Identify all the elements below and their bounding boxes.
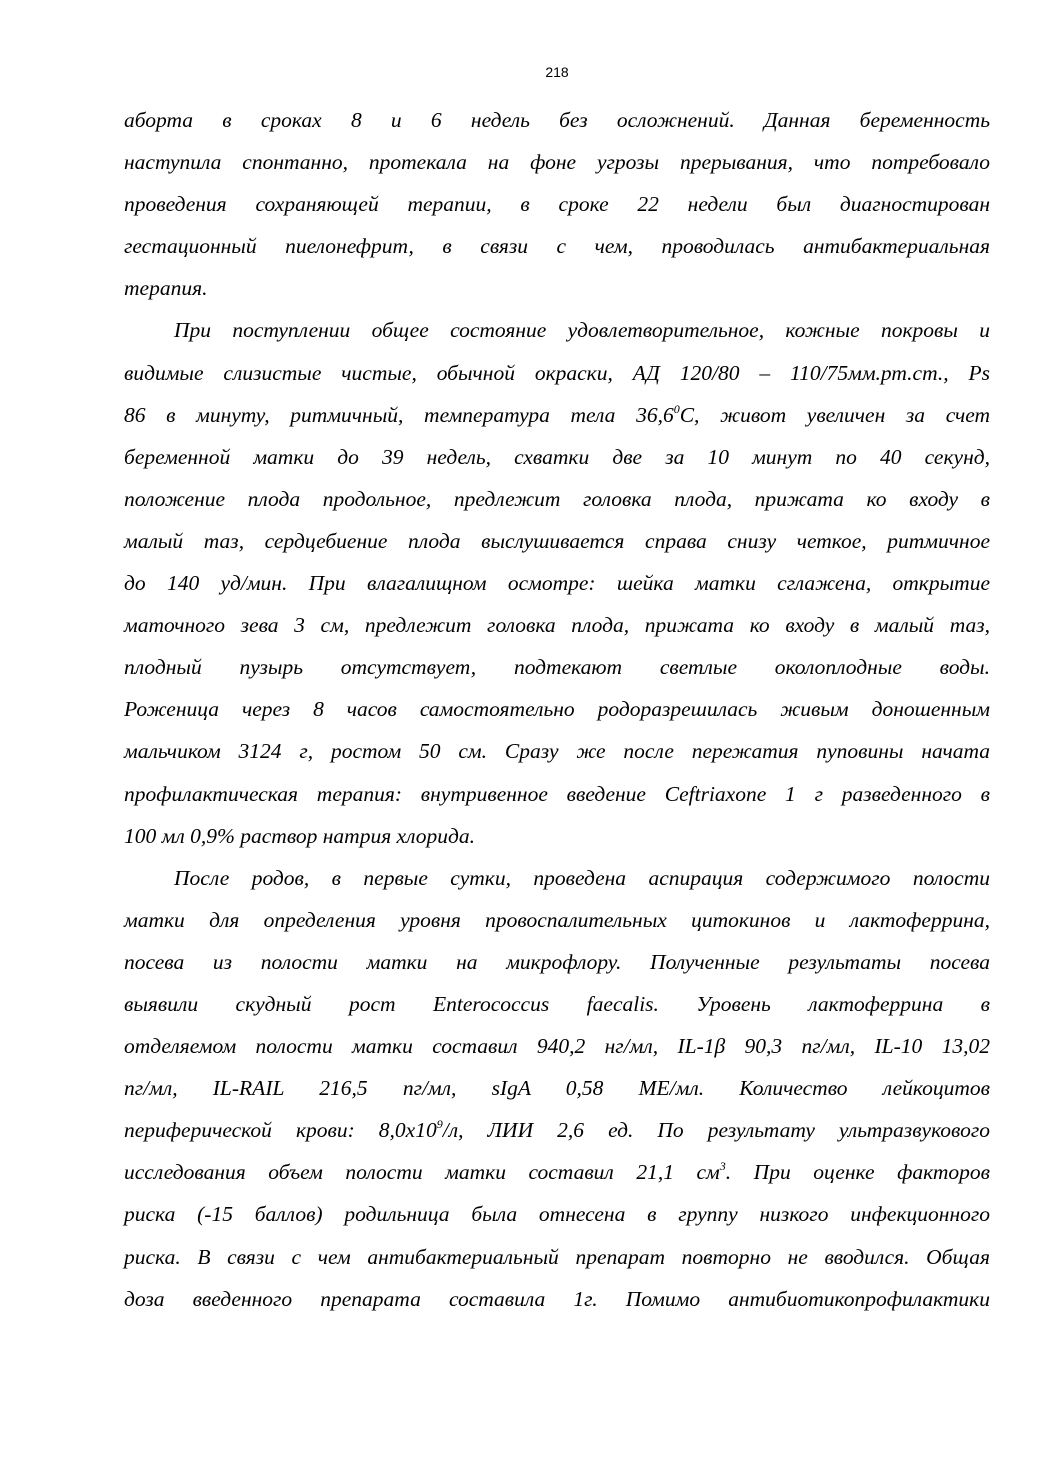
text-line <box>124 309 990 351</box>
paragraph <box>124 309 990 856</box>
superscript: 3 <box>719 1159 726 1174</box>
text-line <box>124 899 990 941</box>
text-line <box>124 562 990 604</box>
text-run: малый таз, сердцебиение плода выслушивается справа снизу четкое, ритмичное <box>124 528 990 553</box>
text-line <box>124 394 990 436</box>
text-line <box>124 436 990 478</box>
text-run: выявили скудный рост Enterococcus faecalis. Уровень лактоферрина в <box>124 991 990 1016</box>
text-run: гестационный пиелонефрит, в связи с чем, проводилась антибактериальная <box>124 234 990 259</box>
text-line <box>124 646 990 688</box>
text-run: . При оценке факторов <box>725 1160 990 1185</box>
text-run: положение плода продольное, предлежит головка плода, прижата ко входу в <box>124 486 990 511</box>
text-run: видимые слизистые чистые, обычной окраски, АД 120/80 – 110/75мм.рт.ст., Ps <box>124 360 990 385</box>
text-line <box>124 478 990 520</box>
text-run: до 140 уд/мин. При влагалищном осмотре: шейка матки сглажена, открытие <box>124 571 990 596</box>
text-line <box>124 773 990 815</box>
text-run: 100 мл 0,9% раствор натрия хлорида. <box>124 823 475 848</box>
text-run: маточного зева 3 см, предлежит головка плода, прижата ко входу в малый таз, <box>124 613 990 638</box>
text-run: При поступлении общее состояние удовлетворительное, кожные покровы и <box>174 318 990 343</box>
text-run: пг/мл, IL-RAIL 216,5 пг/мл, sIgA 0,58 МЕ/мл. Количество лейкоцитов <box>124 1076 990 1101</box>
text-line <box>124 1236 990 1278</box>
text-line <box>124 1151 990 1193</box>
text-line <box>124 352 990 394</box>
text-line <box>124 688 990 730</box>
text-run: 86 в минуту, ритмичный, температура тела 36,6 <box>124 402 674 427</box>
text-line <box>124 1067 990 1109</box>
text-run: доза введенного препарата составила 1г. Помимо антибиотикопрофилактики <box>124 1286 990 1311</box>
text-run: профилактическая терапия: внутривенное введение Ceftriaxone 1 г разведенного в <box>124 781 990 806</box>
text-run: С, живот увеличен за счет <box>679 402 990 427</box>
text-run: мальчиком 3124 г, ростом 50 см. Сразу же после пережатия пуповины начата <box>124 739 990 764</box>
text-line <box>124 1025 990 1067</box>
text-run: После родов, в первые сутки, проведена аспирация содержимого полости <box>174 865 990 890</box>
text-run: риска (-15 баллов) родильница была отнесена в группу низкого инфекционного <box>124 1202 990 1227</box>
text-run: /л, ЛИИ 2,6 ед. По результату ультразвукового <box>442 1118 990 1143</box>
text-run: терапия. <box>124 276 208 301</box>
text-line <box>124 1109 990 1151</box>
paragraph <box>124 99 990 309</box>
text-run: аборта в сроках 8 и 6 недель без осложнений. Данная беременность <box>124 108 990 132</box>
text-line <box>124 267 990 309</box>
text-run: Роженица через 8 часов самостоятельно родоразрешилась живым доношенным <box>124 697 990 722</box>
text-line <box>124 1278 990 1320</box>
page-number: 218 <box>545 64 569 80</box>
superscript: 0 <box>673 401 680 416</box>
text-line <box>124 815 990 857</box>
text-line <box>124 857 990 899</box>
text-run: матки для определения уровня провоспалительных цитокинов и лактоферрина, <box>124 907 990 932</box>
text-line <box>124 730 990 772</box>
text-line <box>124 141 990 183</box>
text-line <box>124 225 990 267</box>
text-run: периферической крови: 8,0x10 <box>124 1118 437 1143</box>
text-run: отделяемом полости матки составил 940,2 нг/мл, IL-1β 90,3 пг/мл, IL-10 13,02 <box>124 1034 990 1059</box>
text-run: риска. В связи с чем антибактериальный препарат повторно не вводился. Общая <box>124 1244 990 1269</box>
superscript: 9 <box>436 1117 443 1132</box>
text-line <box>124 99 990 141</box>
text-run: беременной матки до 39 недель, схватки две за 10 минут по 40 секунд, <box>124 444 990 469</box>
text-run: посева из полости матки на микрофлору. Полученные результаты посева <box>124 949 990 974</box>
text-line <box>124 983 990 1025</box>
text-run: наступила спонтанно, протекала на фоне угрозы прерывания, что потребовало <box>124 150 990 175</box>
body-text <box>124 99 990 1320</box>
text-line <box>124 183 990 225</box>
text-run: проведения сохраняющей терапии, в сроке 22 недели был диагностирован <box>124 192 990 217</box>
text-line <box>124 520 990 562</box>
text-line <box>124 1193 990 1235</box>
text-line <box>124 941 990 983</box>
paragraph <box>124 857 990 1320</box>
text-run: исследования объем полости матки составил 21,1 см <box>124 1160 720 1185</box>
text-run: плодный пузырь отсутствует, подтекают светлые околоплодные воды. <box>124 655 990 680</box>
text-line <box>124 604 990 646</box>
